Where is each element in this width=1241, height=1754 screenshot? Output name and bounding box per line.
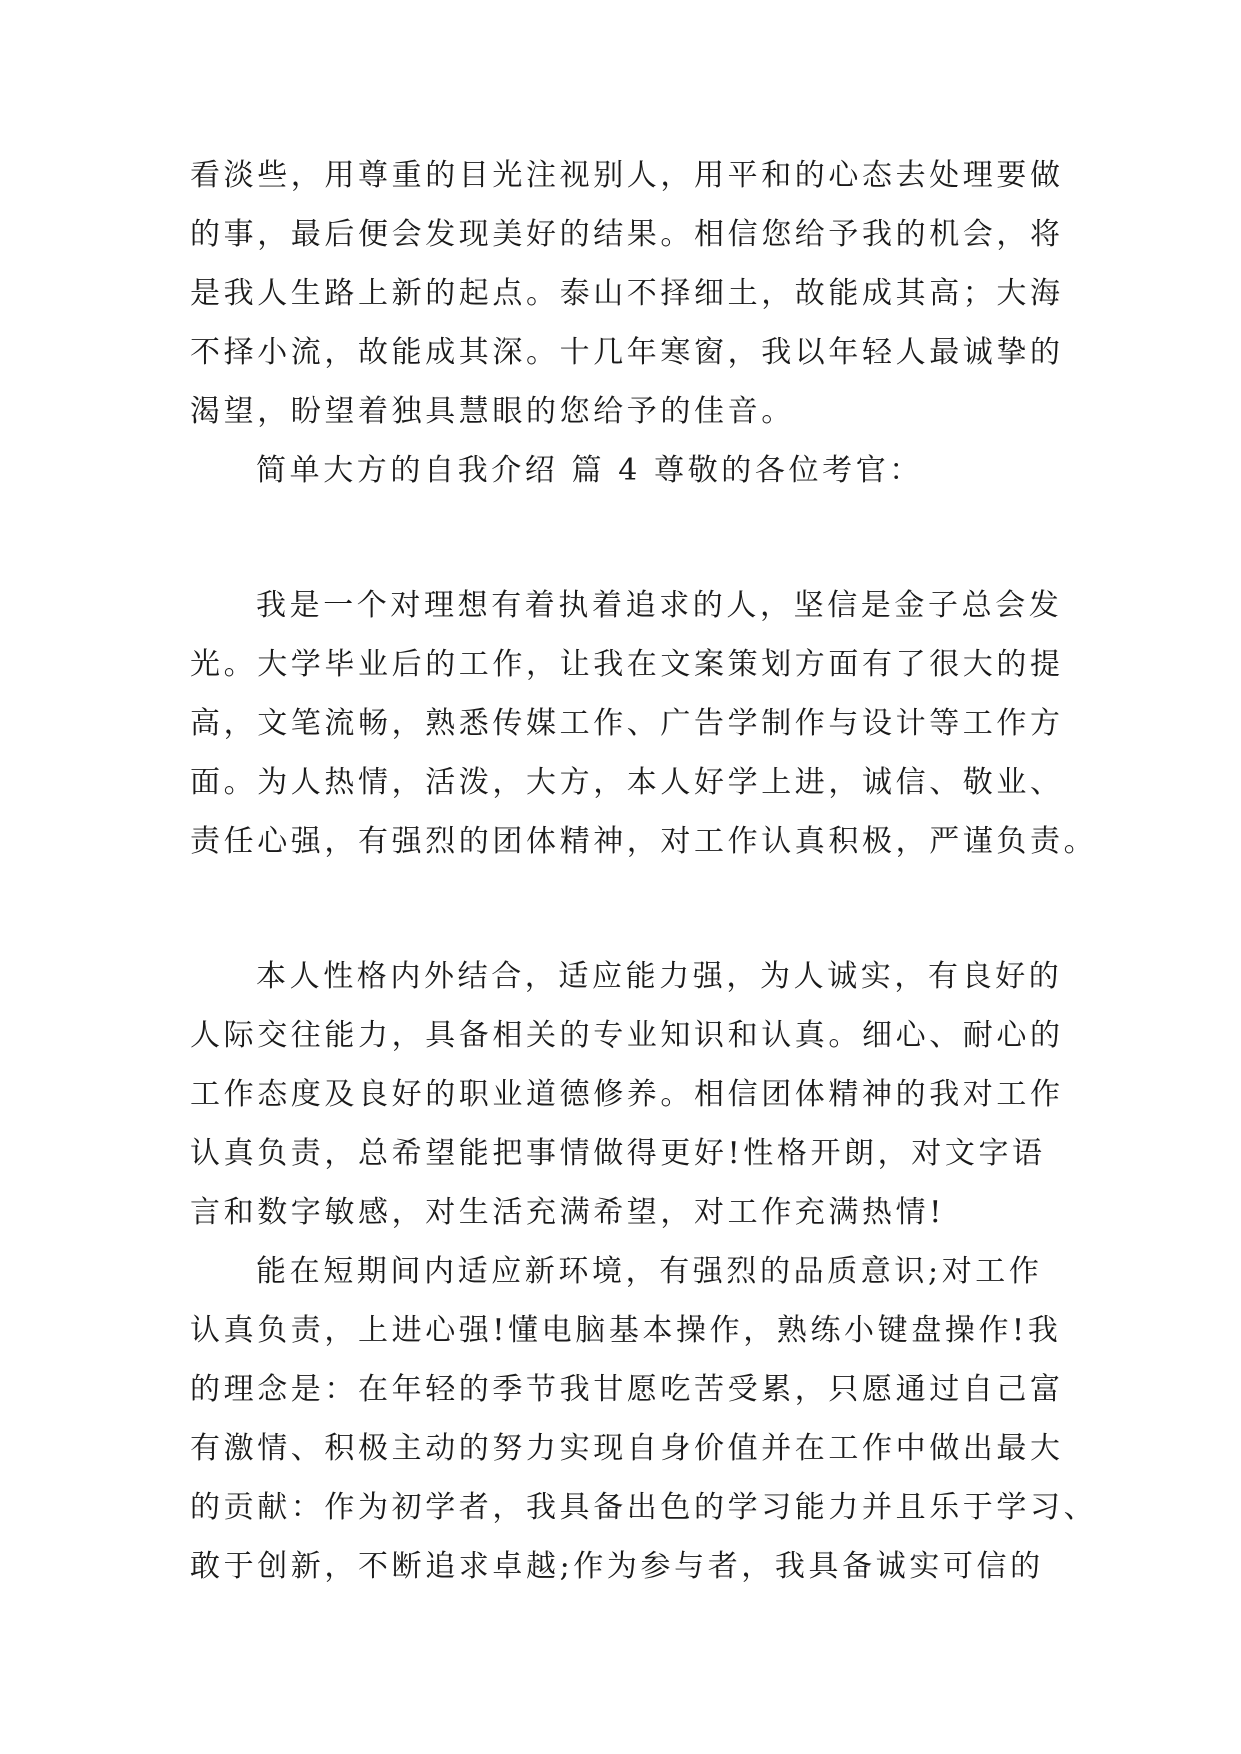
paragraph-line: 不择小流，故能成其深。十几年寒窗，我以年轻人最诚挚的 — [190, 335, 1064, 370]
paragraph-line: 能在短期间内适应新环境，有强烈的品质意识;对工作 — [256, 1254, 1043, 1289]
paragraph-line: 人际交往能力，具备相关的专业知识和认真。细心、耐心的 — [190, 1018, 1064, 1053]
paragraph-line: 我是一个对理想有着执着追求的人，坚信是金子总会发 — [256, 588, 1063, 623]
paragraph-line: 工作态度及良好的职业道德修养。相信团体精神的我对工作 — [190, 1077, 1064, 1112]
paragraph-line: 责任心强，有强烈的团体精神，对工作认真积极，严谨负责。 — [190, 824, 1098, 859]
paragraph-line: 的贡献：作为初学者，我具备出色的学习能力并且乐于学习、 — [190, 1490, 1098, 1525]
paragraph-line: 高，文笔流畅，熟悉传媒工作、广告学制作与设计等工作方 — [190, 706, 1064, 741]
paragraph-line: 是我人生路上新的起点。泰山不择细土，故能成其高；大海 — [190, 276, 1064, 311]
paragraph-line: 本人性格内外结合，适应能力强，为人诚实，有良好的 — [256, 959, 1063, 994]
paragraph-line: 的事，最后便会发现美好的结果。相信您给予我的机会，将 — [190, 217, 1064, 252]
paragraph-line: 光。大学毕业后的工作，让我在文案策划方面有了很大的提 — [190, 647, 1064, 682]
paragraph-line: 认真负责，上进心强!懂电脑基本操作，熟练小键盘操作!我 — [190, 1313, 1062, 1348]
paragraph-line: 言和数字敏感，对生活充满希望，对工作充满热情! — [190, 1195, 945, 1230]
paragraph-line: 敢于创新，不断追求卓越;作为参与者，我具备诚实可信的 — [190, 1549, 1044, 1584]
paragraph-line: 面。为人热情，活泼，大方，本人好学上进，诚信、敬业、 — [190, 765, 1064, 800]
paragraph-line: 渴望，盼望着独具慧眼的您给予的佳音。 — [190, 394, 795, 429]
section-heading: 简单大方的自我介绍 篇 4 尊敬的各位考官： — [256, 453, 923, 488]
paragraph-line: 看淡些，用尊重的目光注视别人，用平和的心态去处理要做 — [190, 158, 1064, 193]
paragraph-line: 认真负责，总希望能把事情做得更好!性格开朗，对文字语 — [190, 1136, 1046, 1171]
paragraph-line: 有激情、积极主动的努力实现自身价值并在工作中做出最大 — [190, 1431, 1064, 1466]
paragraph-line: 的理念是：在年轻的季节我甘愿吃苦受累，只愿通过自己富 — [190, 1372, 1064, 1407]
